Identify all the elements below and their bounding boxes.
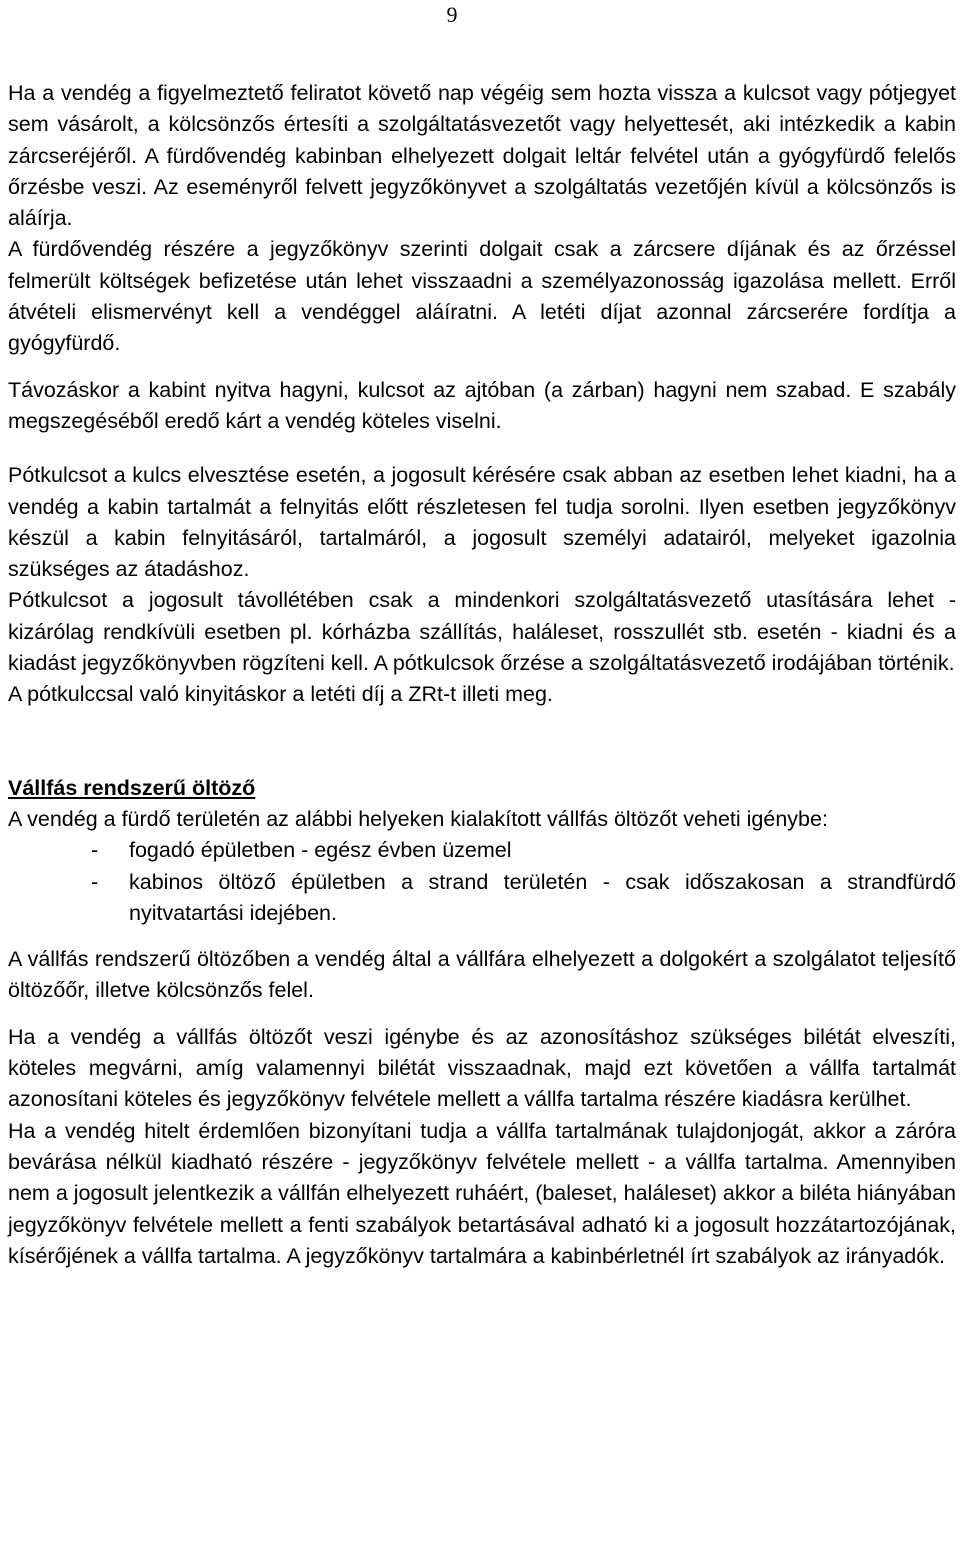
section-heading: Vállfás rendszerű öltöző bbox=[8, 775, 256, 800]
paragraph-spare-key-lost: Pótkulcsot a kulcs elvesztése esetén, a jogosult kérésére csak abban az esetben lehet kiadni, ha a vendég a kabin tartalmát a felnyitás előtt részletesen fel tudja sorolni. Ilyen esetben jegyzőkönyv készül a kabin felnyitásáról, tartalmáról, a jogosult személyi adatairól, melyeket igazolnia szükséges az átadáshoz. bbox=[8, 463, 956, 582]
paragraph-spare-key-deposit: A pótkulccsal való kinyitáskor a letéti díj a ZRt-t illeti meg. bbox=[8, 682, 553, 707]
paragraph-key-not-returned: Ha a vendég a figyelmeztető feliratot követő nap végéig sem hozta vissza a kulcsot vagy pótjegyet sem vásárolt, a kölcsönzős értesíti a szolgáltatásvezetőt vagy helyettesét, aki intézkedik a kabin zárcseréjéről. A fürdővendég kabinban elhelyezett dolgait leltár felvétel után a gyógyfürdő felelős őrzésbe veszi. Az eseményről felvett jegyzőkönyvet a szolgáltatás vezetőjén kívül a kölcsönzős is aláírja. bbox=[8, 81, 956, 231]
list-item bbox=[8, 867, 956, 930]
paragraph-lost-ticket: Ha a vendég a vállfás öltözőt veszi igénybe és az azonosításhoz szükséges bilétát elveszíti, köteles megvárni, amíg valamennyi bilétát visszaadnak, majd ezt követően a vállfa tartalmát azonosítani köteles és jegyzőkönyv felvétele mellett a vállfa tartalma részére kiadásra kerülhet. bbox=[8, 1024, 956, 1112]
location-list bbox=[8, 835, 956, 929]
paragraph-ownership-proof: Ha a vendég hitelt érdemlően bizonyítani tudja a vállfa tartalmának tulajdonjogát, akkor a záróra bevárása nélkül kiadható részére - jegyzőkönyv felvétele mellett - a vállfa tartalma. Amennyiben nem a jogosult jelentkezik a vállfán elhelyezett ruháért, (baleset, haláleset) akkor a biléta hiányában jegyzőkönyv felvétele mellett a fenti szabályok betartásával adható ki a jogosult hozzátartozójának, kísérőjének a vállfa tartalma. A jegyzőkönyv tartalmára a kabinbérletnél írt szabályok az irányadók. bbox=[8, 1118, 956, 1268]
list-item-text: fogadó épületben - egész évben üzemel bbox=[129, 838, 512, 863]
paragraph-leaving-cabin: Távozáskor a kabint nyitva hagyni, kulcsot az ajtóban (a zárban) hagyni nem szabad. E szabály megszegéséből eredő kárt a vendég köteles viselni. bbox=[8, 377, 956, 433]
list-item-text: kabinos öltöző épületben a strand területén - csak időszakosan a strandfürdő nyitvatartási idejében. bbox=[129, 869, 956, 925]
section-intro: A vendég a fürdő területén az alábbi helyeken kialakított vállfás öltözőt veheti igénybe: bbox=[8, 806, 828, 831]
paragraph-spare-key-absence: Pótkulcsot a jogosult távollétében csak a mindenkori szolgáltatásvezető utasítására lehet - kizárólag rendkívüli esetben pl. kórházba szállítás, haláleset, rosszullét stb. esetén - kiadni és a kiadást jegyzőkönyvben rögzíteni kell. A pótkulcsok őrzése a szolgáltatásvezető irodájában történik. bbox=[8, 588, 956, 676]
list-marker: - bbox=[91, 869, 99, 894]
list-marker: - bbox=[91, 838, 99, 863]
paragraph-hanger-liability: A vállfás rendszerű öltözőben a vendég által a vállfára elhelyezett a dolgokért a szolgálatot teljesítő öltözőőr, illetve kölcsönzős felel. bbox=[8, 947, 956, 1003]
list-item bbox=[8, 835, 956, 866]
document-body bbox=[8, 78, 956, 1272]
paragraph-items-return: A fürdővendég részére a jegyzőkönyv szerinti dolgait csak a zárcsere díjának és az őrzéssel felmerült költségek befizetése után lehet visszaadni a személyazonosság igazolása mellett. Erről átvételi elismervényt kell a vendéggel aláíratni. A letéti díjat azonnal zárcserére fordítja a gyógyfürdő. bbox=[8, 237, 956, 356]
page-number: 9 bbox=[446, 2, 458, 27]
